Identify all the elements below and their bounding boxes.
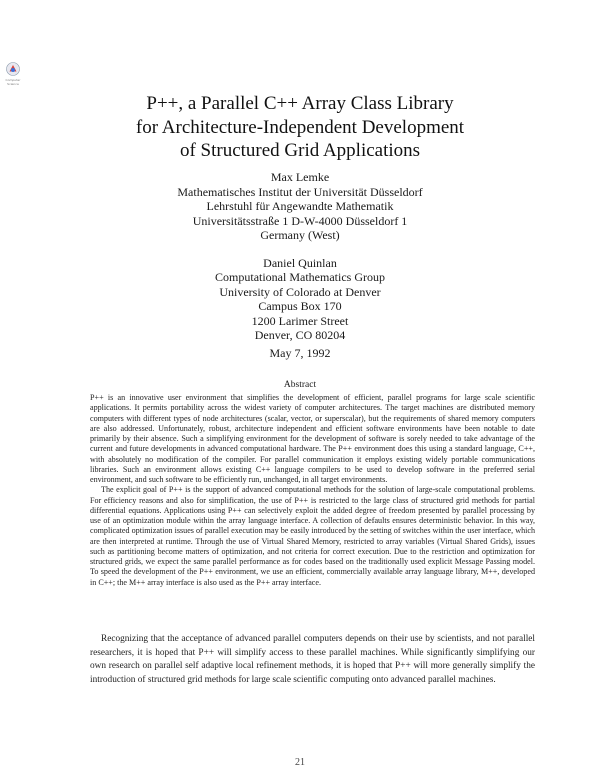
body-text — [90, 633, 535, 687]
title-line: of Structured Grid Applications — [179, 140, 421, 161]
institution-logo — [2, 62, 24, 86]
abstract-paragraph: The explicit goal of P++ is the support of advanced computational methods for the solution of large-scale computational problems. For efficiency reasons and also for simplification, the use of P++ is restricted to the large class of structured grid methods for partial differential equations. Applications using P++ can selectively exploit the added degree of freedom presented by parallel processing by use of an optimization module within the array language interface. A collection of defaults ensures deterministic behavior. In this way, complicated optimization issues of parallel execution may be easily introduced by the setting of switches within the user interface, which are then interpreted at runtime. Through the use of Virtual Shared Memory, restricted to array variables (Virtual Shared Grids), issues such as partitioning become matters of optimization, and not criteria for correct execution. Due to the restriction and optimization for structured grids, we expect the same parallel performance as for codes based on the traditionally used explicit Message Passing model. To speed the development of the P++ environment, we use an efficient, commercially available array language library, M++, developed in C++; the M++ array interface is also used as the P++ array interface. — [90, 485, 535, 587]
body-paragraph: Recognizing that the acceptance of advanced parallel computers depends on their use by scientists, and not parallel researchers, it is hoped that P++ will simplify access to these parallel machines. While significantly simplifying our own research on parallel self adaptive local refinement methods, it is hoped that P++ will more generally simplify the introduction of structured grid methods for large scale scientific computing onto advanced parallel machines. — [90, 634, 535, 685]
author-address-line: Campus Box 170 — [258, 299, 342, 313]
author-block-quinlan — [0, 256, 600, 343]
title-line: P++, a Parallel C++ Array Class Library — [146, 93, 454, 114]
author-name: Max Lemke — [270, 170, 330, 184]
author-address-line: 1200 Larimer Street — [251, 313, 349, 328]
page-number: 21 — [295, 757, 305, 768]
author-block-lemke — [0, 170, 600, 243]
author-affiliation-line: University of Colorado at Denver — [219, 284, 381, 299]
author-address-line: Denver, CO 80204 — [254, 328, 346, 342]
abstract-heading: Abstract — [283, 380, 317, 390]
paper-title — [0, 92, 600, 163]
author-affiliation-line: Computational Mathematics Group — [215, 270, 385, 284]
paper-date: May 7, 1992 — [269, 346, 331, 360]
author-affiliation-line: Mathematisches Institut der Universität Düsseldorf — [177, 184, 423, 199]
title-line: for Architecture-Independent Development — [135, 116, 465, 138]
author-address-line: Universitätsstraße 1 D-W-4000 Düsseldorf 1 — [192, 213, 408, 228]
author-list — [0, 170, 600, 343]
institution-seal-icon — [6, 62, 20, 76]
abstract-body — [90, 393, 535, 588]
logo-caption: Computer Science — [5, 78, 21, 86]
author-address-line: Germany (West) — [260, 228, 340, 242]
author-affiliation-line: Lehrstuhl für Angewandte Mathematik — [206, 199, 394, 213]
abstract-paragraph: P++ is an innovative user environment that simplifies the development of efficient, parallel programs for large scale scientific applications. It permits portability across the widest variety of computer architectures. The target machines are distributed memory computers with different types of node architectures (scalar, vector, or superscalar), but the requirements of shared memory computers are also addressed. Unfortunately, robust, architecture independent and efficient software environments have been notable to date primarily by their absence. Such a simplifying environment for the development of software is sorely needed to take advantage of the current and future developments in advanced computational hardware. The P++ environment does this using a standard language, C++, with absolutely no modification of the compiler. For parallel communication it employs existing widely portable communications libraries. Such an environment allows existing C++ language compilers to be used to develop software in the preferred serial environment, and such software to be efficiently run, unchanged, in all target environments. — [90, 393, 535, 484]
author-name: Daniel Quinlan — [263, 255, 337, 270]
